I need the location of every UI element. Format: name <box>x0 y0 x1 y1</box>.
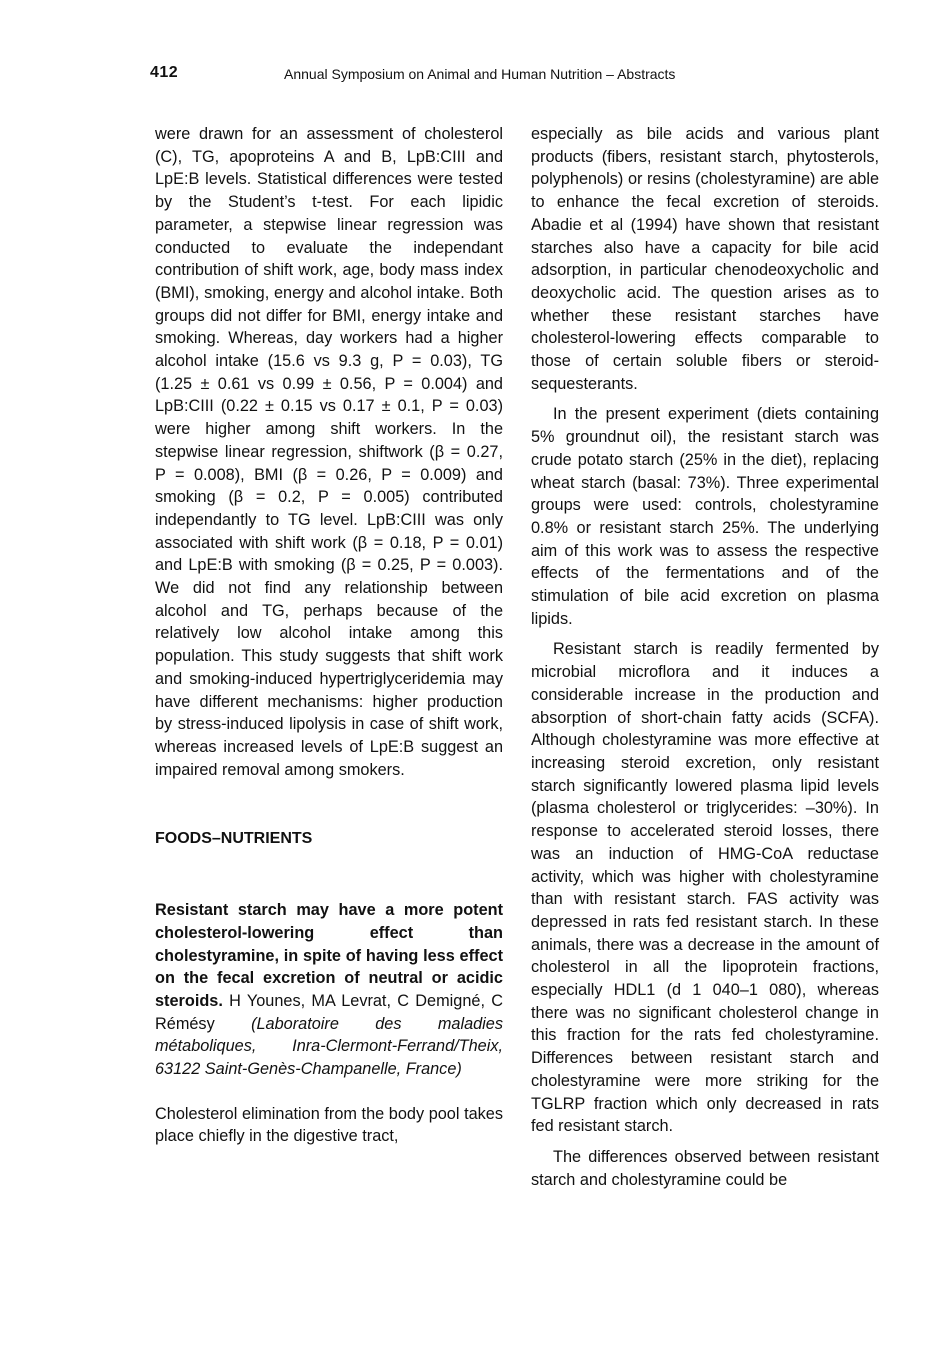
right-paragraph-2: In the present experiment (diets containing 5% groundnut oil), the resistant starch was crude potato starch (25% in the diet), replacing wheat starch (basal: 73%). Three experimental groups were used: controls, cholestyramine 0.8% or resistant starch 25%. The underlying aim of this work was to assess the respective effects of the fermentations and of the stimulation of bile acid excretion on plasma lipids. <box>531 405 879 628</box>
section-heading: FOODS–NUTRIENTS <box>155 830 313 848</box>
left-column <box>155 123 503 1148</box>
abstract-title: Resistant starch may have a more potent cholesterol-lowering effect than cholestyramine, in spite of having less effect on the fecal excretion of neutral or acidic steroids. <box>155 901 503 1010</box>
right-column <box>531 123 879 1191</box>
left-paragraph-1: were drawn for an assessment of cholesterol (C), TG, apoproteins A and B, LpB:CIII and LpE:B levels. Statistical differences were tested by the Student’s t-test. For each lipidic parameter, a stepwise linear regression was conducted to evaluate the independant contribution of shift work, age, body mass index (BMI), smoking, energy and alcohol intake. Both groups did not differ for BMI, energy intake and smoking. Whereas, day workers had a higher alcohol intake (15.6 vs 9.3 g, P = 0.03), TG (1.25 ± 0.61 vs 0.99 ± 0.56, P = 0.004) and LpB:CIII (0.22 ± 0.15 vs 0.17 ± 0.1, P = 0.03) were higher among shift workers. In the stepwise linear regression, shiftwork (β = 0.27, P = 0.008), BMI (β = 0.26, P = 0.009) and smoking (β = 0.2, P = 0.005) contributed independantly to TG level. LpB:CIII was only associated with shift work (β = 0.18, P = 0.01) and LpE:B with smoking (β = 0.25, P = 0.003). We did not find any relationship between alcohol and TG, perhaps because of the relatively low alcohol intake among this population. This study suggests that shift work and smoking-induced hypertriglyceridemia may have different mechanisms: higher production by stress-induced lipolysis in case of shift work, whereas increased levels of LpE:B suggest an impaired removal among smokers. <box>155 125 503 779</box>
right-paragraph-1: especially as bile acids and various plant products (fibers, resistant starch, phytosterols, polyphenols) or resins (cholestyramine) are able to enhance the fecal excretion of steroids. Abadie et al (1994) have shown that resistant starches also have a capacity for bile acid adsorption, in particular chenodeoxycholic and deoxycholic acid. The question arises as to whether these resistant starches have cholesterol-lowering effects comparable to those of certain soluble fibers or steroid-sequesterants. <box>531 125 879 393</box>
abstract-header <box>155 899 503 1081</box>
right-paragraph-4: The differences observed between resistant starch and cholestyramine could be <box>531 1147 879 1189</box>
right-paragraph-3: Resistant starch is readily fermented by microbial microflora and it induces a considerable increase in the production and absorption of short-chain fatty acids (SCFA). Although cholestyramine was more effective at increasing steroid excretion, only resistant starch significantly lowered plasma lipid levels (plasma cholesterol or triglycerides: –30%). In response to accelerated steroid losses, there was an induction of HMG-CoA reductase activity, which was higher with cholestyramine than with resistant starch. FAS activity was depressed in rats fed resistant starch. In these animals, there was a decrease in the amount of cholesterol in all the lipoprotein fractions, especially HDL1 (d 1 040–1 080), whereas there was no significant cholesterol change in this fraction for the rats fed cholestyramine. Differences between resistant starch and cholestyramine were more striking for the TGLRP fraction which only decreased in rats fed resistant starch. <box>531 640 879 1136</box>
running-title: Annual Symposium on Animal and Human Nutrition – Abstracts <box>284 66 676 82</box>
abstract-affiliation: (Laboratoire des maladies métaboliques, Inra-Clermont-Ferrand/Theix, 63122 Saint-Genès-Champanelle, France) <box>155 1014 503 1079</box>
left-paragraph-2: Cholesterol elimination from the body pool takes place chiefly in the digestive tract, <box>155 1104 503 1146</box>
page-number: 412 <box>150 64 179 81</box>
abstract-authors: H Younes, MA Levrat, C Demigné, C Rémésy <box>155 991 503 1033</box>
